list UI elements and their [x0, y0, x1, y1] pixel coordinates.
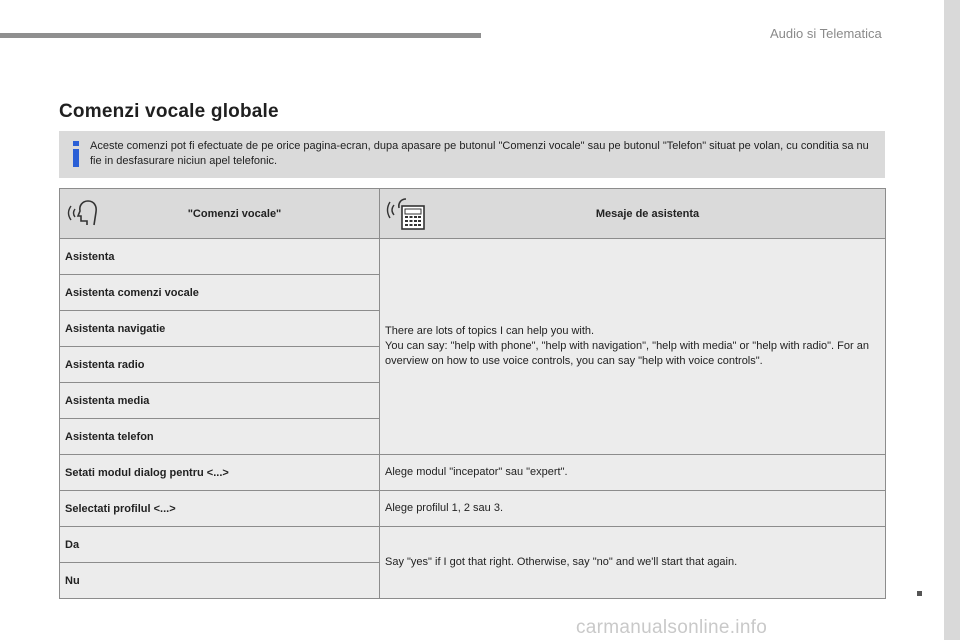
- info-text: Aceste comenzi pot fi efectuate de pe orice pagina-ecran, dupa apasare pe butonul "Comenzi vocale" sau pe butonul "Telefon" situat pe volan, cu conditia sa nu fie in desfasurare niciun apel telefonic.: [90, 140, 869, 167]
- info-box: [59, 131, 885, 178]
- page-marker: [917, 591, 922, 596]
- response-cell: Say "yes" if I got that right. Otherwise, say "no" and we'll start that again.: [380, 527, 886, 599]
- response-cell: Alege profilul 1, 2 sau 3.: [380, 491, 886, 527]
- section-header-title: Audio si Telematica: [770, 26, 882, 41]
- response-cell: Alege modul "incepator" sau "expert".: [380, 455, 886, 491]
- response-cell: [380, 239, 886, 455]
- command-cell: Setati modul dialog pentru <...>: [60, 455, 380, 491]
- column-header-commands: [60, 189, 380, 239]
- response-line: You can say: "help with phone", "help with navigation", "help with media" or "help with radio". For an overview on how to use voice controls, you can say "help with voice controls".: [385, 340, 869, 367]
- assistant-message-icon: [386, 197, 428, 231]
- table-row: [60, 455, 886, 491]
- command-cell: Asistenta: [60, 239, 380, 275]
- command-cell: Selectati profilul <...>: [60, 491, 380, 527]
- command-cell: Da: [60, 527, 380, 563]
- command-cell: Asistenta telefon: [60, 419, 380, 455]
- table-row: [60, 527, 886, 563]
- table-row: [60, 491, 886, 527]
- column-header-messages: [380, 189, 886, 239]
- top-divider-bar: [0, 33, 481, 38]
- page-title: Comenzi vocale globale: [59, 101, 279, 122]
- column-header-commands-label: "Comenzi vocale": [187, 207, 282, 220]
- command-cell: Asistenta media: [60, 383, 380, 419]
- table-row: [60, 239, 886, 275]
- page-edge-strip: [944, 0, 960, 640]
- info-icon: [70, 141, 82, 167]
- voice-commands-table: [59, 188, 886, 599]
- command-cell: Asistenta radio: [60, 347, 380, 383]
- response-line: There are lots of topics I can help you with.: [385, 325, 595, 337]
- watermark: carmanualsonline.info: [576, 617, 768, 638]
- table-header-row: [60, 189, 886, 239]
- command-cell: Asistenta navigatie: [60, 311, 380, 347]
- column-header-messages-label: Mesaje de asistenta: [595, 207, 700, 220]
- command-cell: Nu: [60, 563, 380, 599]
- voice-command-icon: [66, 197, 100, 229]
- command-cell: Asistenta comenzi vocale: [60, 275, 380, 311]
